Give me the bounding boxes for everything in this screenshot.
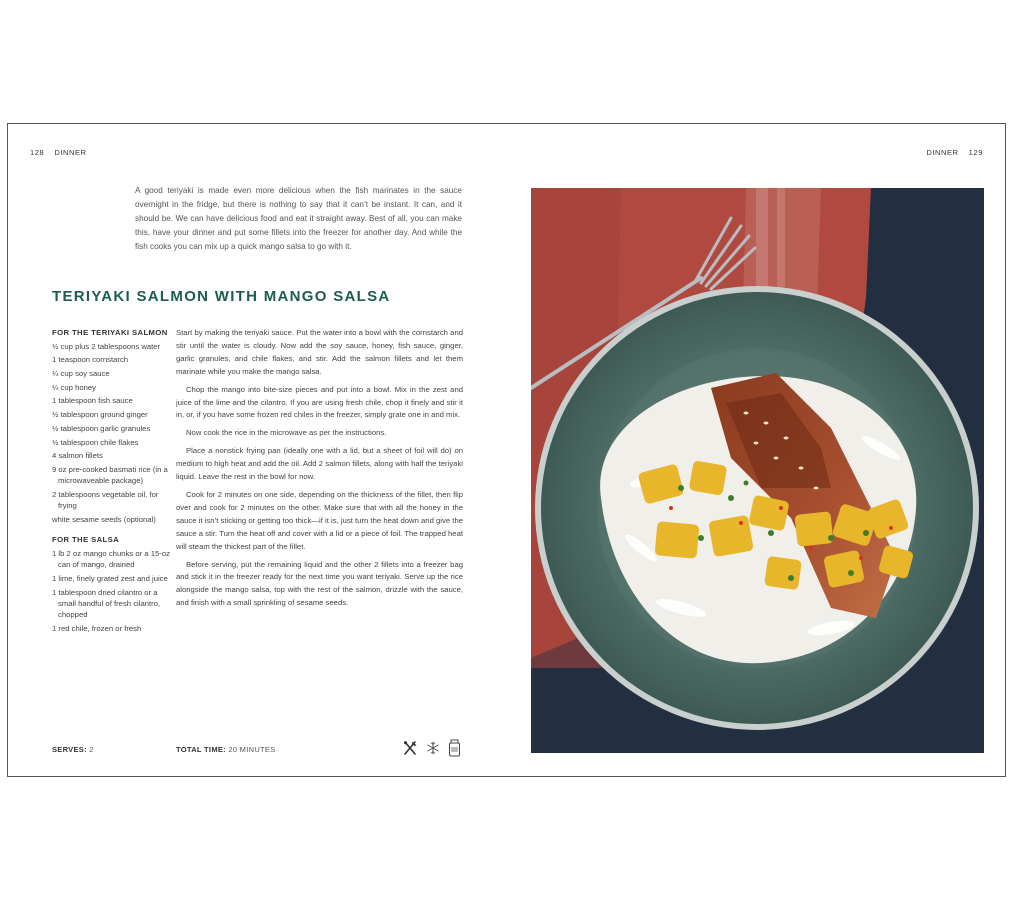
ingredient-item: ½ tablespoon chile flakes [52,437,139,447]
ingredient-item: ½ tablespoon ground ginger [52,410,148,420]
ingredient-item: 1 lime, finely grated zest and juice [52,573,168,583]
serves-value: 2 [89,745,94,754]
left-folio [30,148,87,157]
ingredient-item: 2 tablespoons vegetable oil, for frying [52,489,159,511]
ingredient-item: ¼ cup soy sauce [52,369,110,379]
teriyaki-ingredient-list [52,341,170,525]
recipe-icons [402,739,461,757]
ingredient-item: 1 tablespoon dried cilantro or a small handful of fresh cilantro, chopped [52,587,161,620]
method-step: Now cook the rice in the microwave as per the instructions. [186,428,387,438]
jar-icon [448,739,461,757]
teriyaki-heading: FOR THE TERIYAKI SALMON [52,328,168,337]
recipe-title: TERIYAKI SALMON WITH MANGO SALSA [52,288,391,305]
method-column [176,327,463,615]
method-step: Before serving, put the remaining liquid and the other 2 fillets into a freezer bag and stick it in the freezer ready for the next time you want teriyaki. Serve up the rice alongside the mango salsa, top with the rest of the salmon, drizzle with the sauce, and finish with a small sprinkling of sesame seeds. [176,559,463,608]
ingredient-item: 1 red chile, frozen or fresh [52,623,142,633]
time-label: TOTAL TIME: [176,745,226,754]
snowflake-icon [426,741,440,755]
section-name-right: DINNER [926,148,959,157]
ingredient-item: 1 teaspoon cornstarch [52,355,129,365]
serves-info [52,745,94,754]
utensils-icon [402,740,418,756]
method-step: Start by making the teriyaki sauce. Put the water into a bowl with the cornstarch and stir until the water is cloudy. Now add the soy sauce, honey, fish sauce, ginger, garlic granules, and chile flakes, and stir. Add the salmon fillets and let them marinate while you make the mango salsa. [176,328,463,376]
page-number-right: 129 [968,148,983,157]
ingredient-item: 4 salmon fillets [52,451,103,461]
section-name-left: DINNER [54,148,87,157]
ingredients-column [52,327,170,634]
ingredient-item: ½ cup plus 2 tablespoons water [52,341,161,351]
salsa-heading: FOR THE SALSA [52,535,120,545]
book-spread [7,123,1006,777]
method-step: Cook for 2 minutes on one side, depending on the thickness of the fillet, then flip over and cook for 2 minutes on the other. Make sure that with all the honey in the sauce it isn’t sticking or getting too thick—if it is, just turn the heat down and give the sauce a stir. Turn the heat off and cover with a lid or a piece of foil. The trapped heat will steam the thickest part of the fillet. [176,489,463,551]
ingredient-item: 1 tablespoon fish sauce [52,396,133,406]
total-time-info [176,745,276,754]
time-value: 20 MINUTES [228,745,276,754]
intro-paragraph: A good teriyaki is made even more delicious when the fish marinates in the sauce overnight in the fridge, but there is nothing to say that it can’t be instant. It can, and it should be. We can have delicious food and eat it straight away. Best of all, you can make this, have your dinner and put some fillets into the freezer for another day. And while the fish cooks you can mix up a quick mango salsa to go with it. [135,186,462,252]
ingredient-item: 9 oz pre-cooked basmati rice (in a microwaveable package) [52,464,168,486]
page-number-left: 128 [30,148,45,157]
serves-label: SERVES: [52,745,87,754]
ingredient-item: 1 lb 2 oz mango chunks or a 15-oz can of mango, drained [52,548,170,570]
salmon-dish-photo [531,188,984,753]
ingredient-item: ½ tablespoon garlic granules [52,423,151,433]
salsa-ingredient-list [52,548,170,634]
ingredient-item: white sesame seeds (optional) [52,514,156,524]
right-folio [926,148,983,157]
ingredient-item: ¼ cup honey [52,382,97,392]
method-step: Place a nonstick frying pan (ideally one with a lid, but a sheet of foil will do) on medium to high heat and add the oil. Add 2 salmon fillets, along with half the teriyaki liquid. Leave the rest in the bowl for now. [176,446,463,482]
method-step: Chop the mango into bite-size pieces and put into a bowl. Mix in the zest and juice of the lime and the cilantro. If you are using fresh chile, chop it finely and stir it in, or, if you have some frozen red chiles in the freezer, simply grate one in and mix. [176,384,463,420]
